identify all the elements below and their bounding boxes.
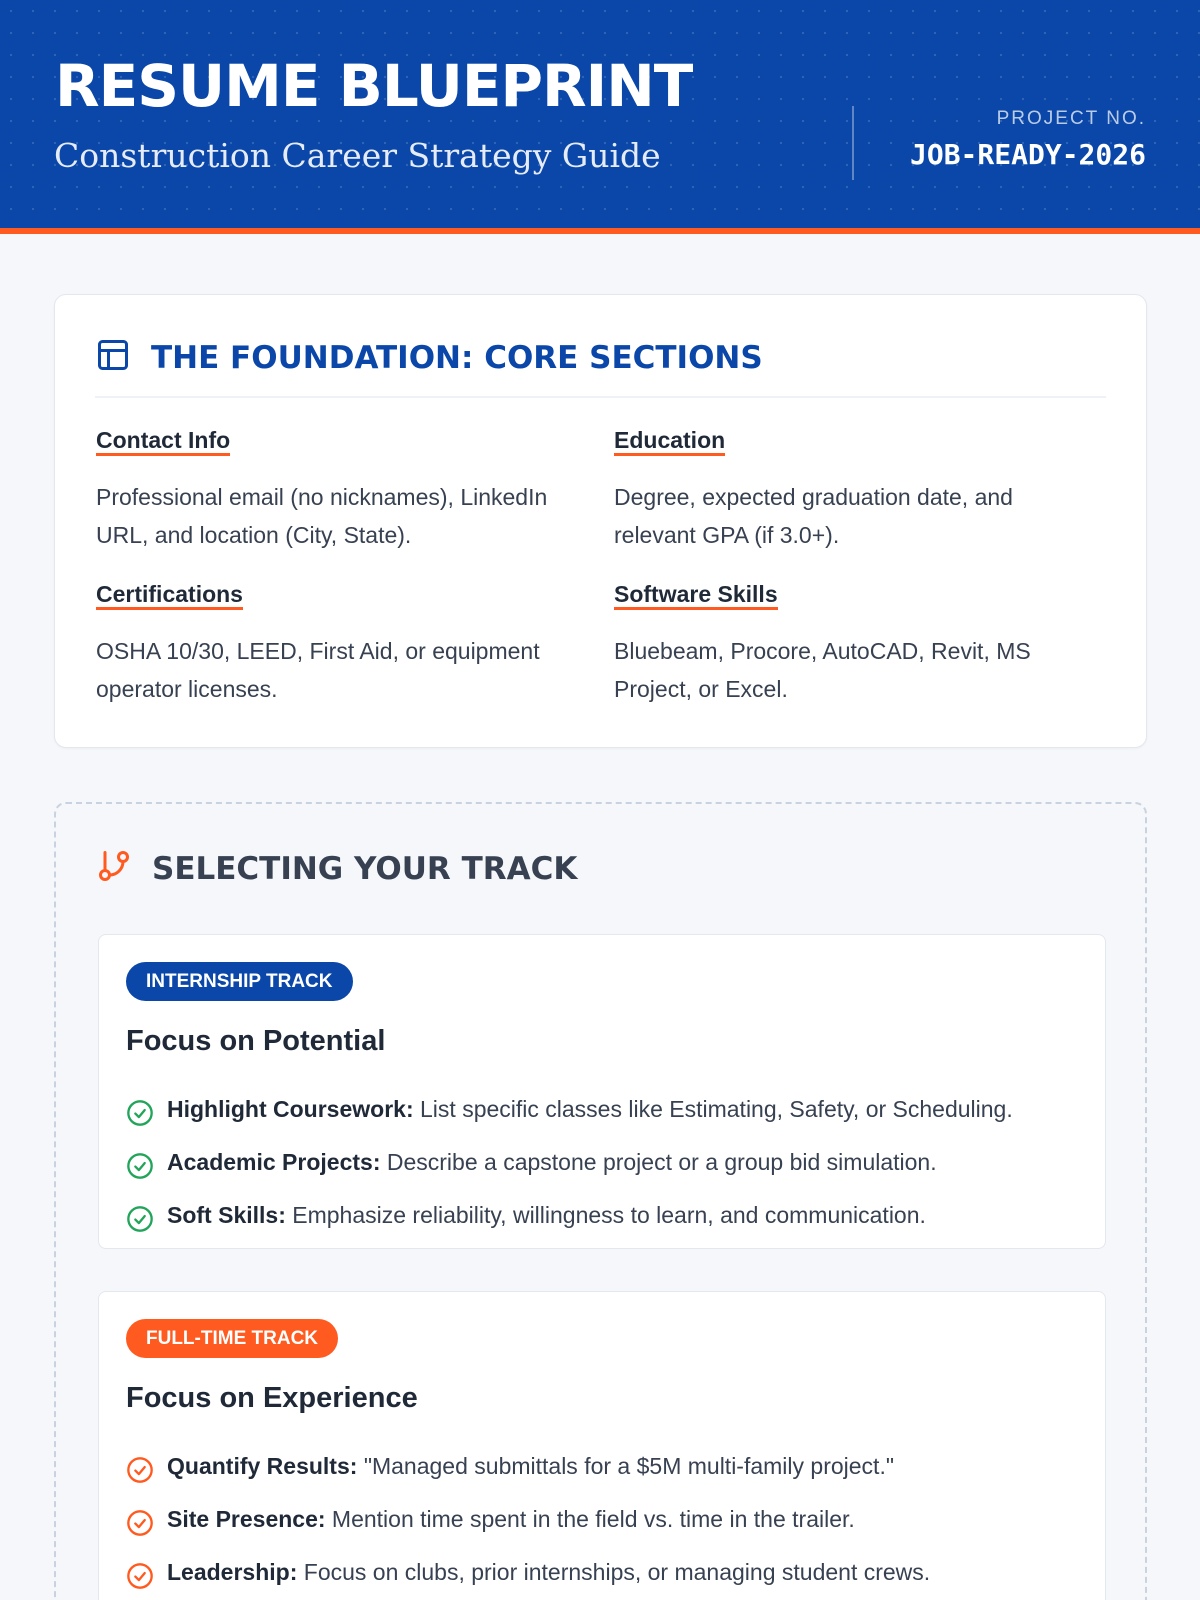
bullet-detail: "Managed submittals for a $5M multi-family project." bbox=[363, 1453, 895, 1479]
check-circle-icon bbox=[126, 1152, 154, 1180]
core-sections-header bbox=[95, 337, 763, 378]
bullet-detail: Emphasize reliability, willingness to learn, and communication. bbox=[292, 1202, 926, 1228]
check-circle-icon bbox=[126, 1456, 154, 1484]
bullet-text bbox=[167, 1096, 1013, 1123]
core-item-education bbox=[614, 427, 1094, 554]
git-branch-icon bbox=[96, 848, 132, 889]
fulltime-track-heading: Focus on Experience bbox=[126, 1382, 418, 1414]
bullet-label: Soft Skills: bbox=[167, 1202, 286, 1228]
bullet-text bbox=[167, 1559, 930, 1586]
core-item-label: Software Skills bbox=[614, 581, 778, 610]
project-number-value: JOB-READY-2026 bbox=[909, 138, 1146, 171]
list-item bbox=[126, 1493, 930, 1546]
page-header bbox=[0, 0, 1200, 234]
bullet-text bbox=[167, 1506, 855, 1533]
core-item-certifications bbox=[96, 581, 576, 708]
list-item bbox=[126, 1546, 930, 1599]
core-item-label: Education bbox=[614, 427, 725, 456]
bullet-detail: Describe a capstone project or a group bid simulation. bbox=[386, 1149, 937, 1175]
track-selection-card bbox=[54, 802, 1147, 1600]
list-item bbox=[126, 1440, 930, 1493]
bullet-label: Highlight Coursework: bbox=[167, 1096, 414, 1122]
check-circle-icon bbox=[126, 1099, 154, 1127]
bullet-text bbox=[167, 1202, 926, 1229]
list-item bbox=[126, 1083, 1013, 1136]
core-item-software-skills bbox=[614, 581, 1094, 708]
core-item-description: Degree, expected graduation date, and relevant GPA (if 3.0+). bbox=[614, 484, 1013, 548]
internship-track-card bbox=[98, 934, 1106, 1249]
check-circle-icon bbox=[126, 1562, 154, 1590]
bullet-detail: List specific classes like Estimating, Safety, or Scheduling. bbox=[420, 1096, 1013, 1122]
header-divider bbox=[852, 106, 854, 180]
core-sections-card bbox=[54, 294, 1147, 748]
check-circle-icon bbox=[126, 1509, 154, 1537]
bullet-text bbox=[167, 1149, 937, 1176]
project-number-label: PROJECT NO. bbox=[996, 108, 1146, 129]
bullet-label: Leadership: bbox=[167, 1559, 298, 1585]
core-item-label: Contact Info bbox=[96, 427, 230, 456]
list-item bbox=[126, 1189, 1013, 1242]
section-divider bbox=[95, 396, 1106, 398]
fulltime-track-badge: FULL-TIME TRACK bbox=[126, 1319, 338, 1358]
internship-track-heading: Focus on Potential bbox=[126, 1025, 386, 1057]
core-item-description: Bluebeam, Procore, AutoCAD, Revit, MS Project, or Excel. bbox=[614, 638, 1031, 702]
layout-icon bbox=[95, 337, 131, 378]
page-subtitle: Construction Career Strategy Guide bbox=[54, 136, 661, 175]
core-item-label: Certifications bbox=[96, 581, 243, 610]
core-item-contact-info bbox=[96, 427, 576, 554]
core-item-description: Professional email (no nicknames), LinkedIn URL, and location (City, State). bbox=[96, 484, 548, 548]
bullet-text bbox=[167, 1453, 894, 1480]
fulltime-track-list bbox=[126, 1440, 930, 1599]
internship-track-list bbox=[126, 1083, 1013, 1242]
list-item bbox=[126, 1136, 1013, 1189]
bullet-label: Quantify Results: bbox=[167, 1453, 358, 1479]
page-title: RESUME BLUEPRINT bbox=[55, 52, 693, 120]
internship-track-badge: INTERNSHIP TRACK bbox=[126, 962, 353, 1001]
track-selection-header bbox=[96, 848, 577, 889]
check-circle-icon bbox=[126, 1205, 154, 1233]
fulltime-track-card bbox=[98, 1291, 1106, 1600]
bullet-label: Academic Projects: bbox=[167, 1149, 381, 1175]
track-selection-title: SELECTING YOUR TRACK bbox=[152, 850, 578, 887]
bullet-detail: Focus on clubs, prior internships, or managing student crews. bbox=[303, 1559, 931, 1585]
bullet-label: Site Presence: bbox=[167, 1506, 326, 1532]
bullet-detail: Mention time spent in the field vs. time in the trailer. bbox=[331, 1506, 855, 1532]
core-item-description: OSHA 10/30, LEED, First Aid, or equipment operator licenses. bbox=[96, 638, 540, 702]
core-sections-title: THE FOUNDATION: CORE SECTIONS bbox=[151, 339, 763, 376]
